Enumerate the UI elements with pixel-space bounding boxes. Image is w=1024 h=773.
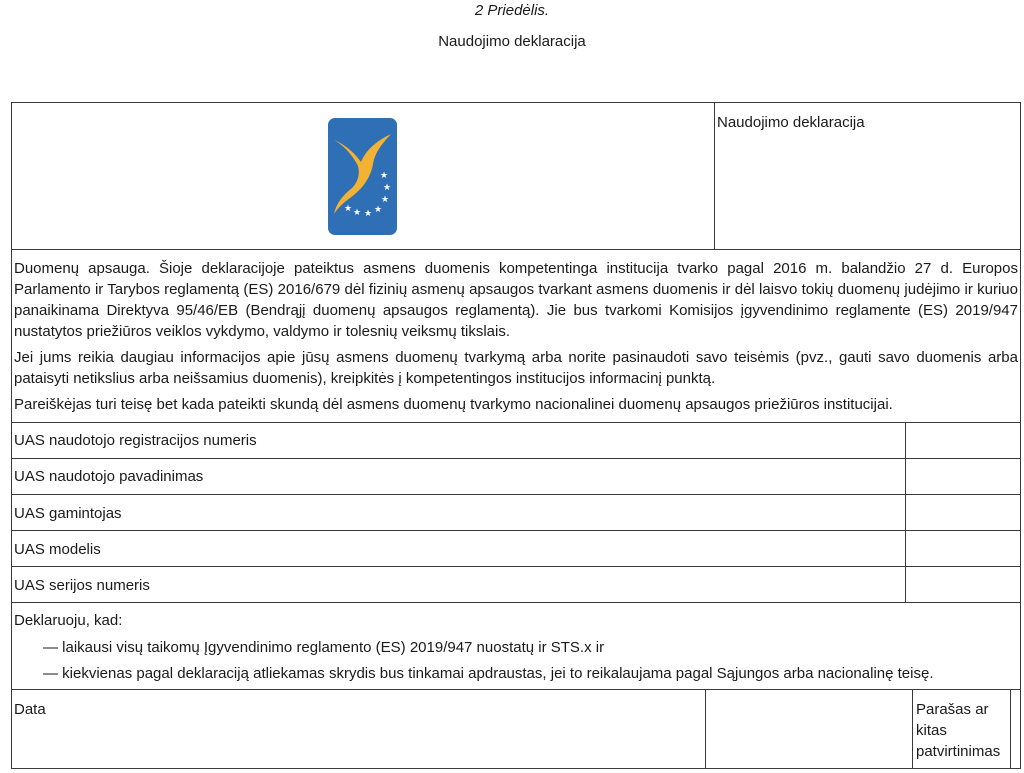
header-cell-title: Naudojimo deklaracija: [717, 114, 865, 131]
date-label: Data: [14, 701, 46, 718]
signature-label-line: patvirtinimas: [916, 743, 1001, 760]
field-label: UAS naudotojo registracijos numeris: [14, 432, 257, 449]
field-label-cell: [11, 494, 906, 531]
annex-label: 2 Priedėlis.: [474, 2, 550, 19]
svg-text:★: ★: [382, 183, 392, 193]
field-value-cell[interactable]: [905, 566, 1021, 603]
field-label-cell: [11, 530, 906, 567]
declaration-item: — kiekvienas pagal deklaraciją atliekamas skrydis bus tinkamai apdraustas, jei to reikalaujama pagal Sąjungos arba nacionalinę teisę.: [43, 665, 934, 682]
field-value-cell[interactable]: [905, 530, 1021, 567]
field-label: UAS gamintojas: [14, 505, 122, 522]
date-value-cell[interactable]: [705, 689, 913, 769]
field-value-cell[interactable]: [905, 422, 1021, 459]
data-protection-paragraph-3: Pareiškėjas turi teisę bet kada pateikti skundą dėl asmens duomenų tvarkymo nacionalinei duomenų apsaugos priežiūros institucijai.: [14, 396, 893, 413]
field-label: UAS naudotojo pavadinimas: [14, 468, 204, 485]
svg-text:★: ★: [343, 204, 353, 214]
signature-label-line: kitas: [916, 722, 947, 739]
field-label: UAS modelis: [14, 541, 101, 558]
easa-logo-icon: [328, 118, 397, 235]
svg-text:★: ★: [380, 195, 390, 205]
signature-value-cell[interactable]: [1010, 689, 1021, 769]
field-value-cell[interactable]: [905, 458, 1021, 495]
date-label-cell: [11, 689, 706, 769]
svg-text:★: ★: [379, 171, 389, 181]
svg-text:★: ★: [352, 208, 362, 218]
declaration-intro: Deklaruoju, kad:: [14, 612, 123, 629]
svg-text:★: ★: [363, 209, 373, 219]
data-protection-paragraph-1: Duomenų apsauga. Šioje deklaracijoje pateiktus asmens duomenis kompetentinga institucija tvarko pagal 2016 m. balandžio 27 d. Europos Parlamento ir Tarybos reglamentą (ES) 2016/679 dėl fizinių asmenų apsaugos tvarkant asmens duomenis ir dėl laisvo tokių duomenų judėjimo ir kuriuo panaikinama Direktyva 95/46/EB (Bendrąjį duomenų apsaugos reglamentą). Jie bus tvarkomi Komisijos įgyvendinimo reglamente (ES) 2019/947 nustatytos priežiūros veiklos vykdymo, valdymo ir tolesnių veiksmų tikslais.: [14, 260, 1018, 340]
data-protection-paragraph-2: Jei jums reikia daugiau informacijos apie jūsų asmens duomenų tvarkymą arba norite pasinaudoti savo teisėmis (pvz., gauti savo duomenis arba pataisyti netikslius arba neišsamius duomenis), kreipkitės į kompetentingos institucijos informacinį punktą.: [14, 349, 1018, 387]
document-title: Naudojimo deklaracija: [438, 33, 586, 50]
field-value-cell[interactable]: [905, 494, 1021, 531]
declaration-item: — laikausi visų taikomų Įgyvendinimo reglamento (ES) 2019/947 nuostatų ir STS.x ir: [43, 639, 605, 656]
svg-text:★: ★: [373, 205, 383, 215]
field-label: UAS serijos numeris: [14, 577, 150, 594]
signature-label-line: Parašas ar: [916, 701, 989, 718]
